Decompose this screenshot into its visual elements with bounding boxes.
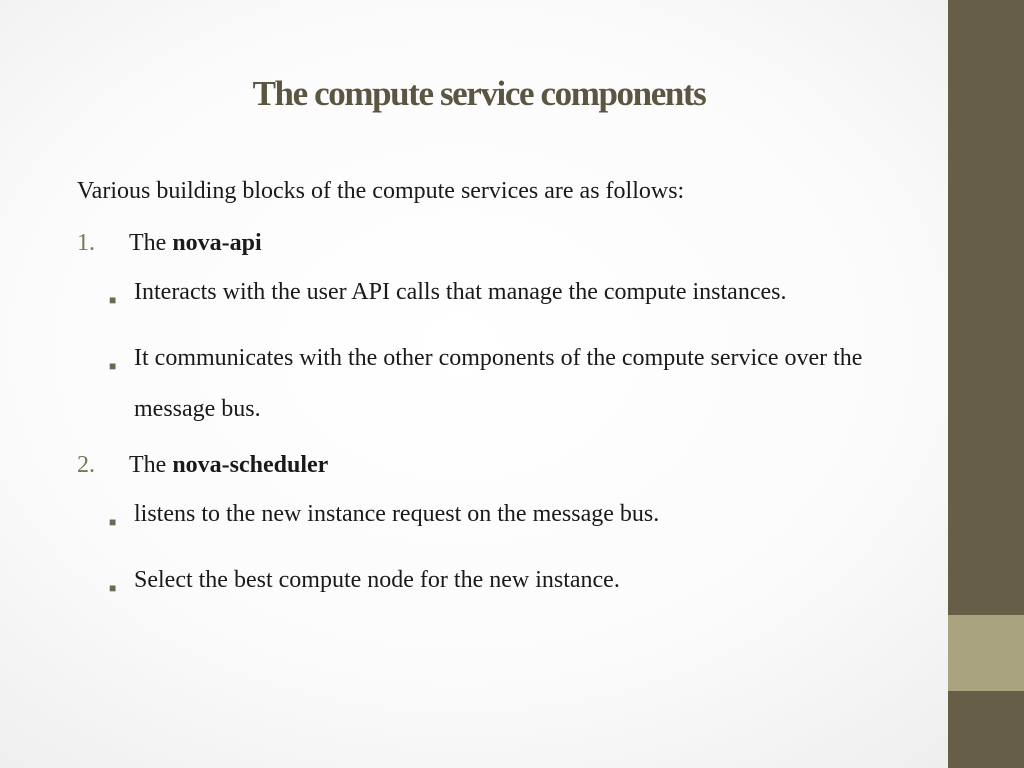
- intro-text: Various building blocks of the compute services are as follows:: [77, 178, 685, 204]
- item-heading: [129, 228, 262, 259]
- square-bullet-icon: ■: [109, 581, 117, 595]
- bullet-item: [109, 565, 937, 616]
- item-prefix: The: [129, 452, 173, 478]
- bullet-item: [109, 499, 937, 550]
- numbered-item-nova-api: [77, 228, 937, 259]
- item-number: 2.: [77, 452, 95, 478]
- slide-title: The compute service components: [252, 74, 706, 113]
- item-prefix: The: [129, 230, 173, 256]
- bullet-text: It communicates with the other components of the compute service over the message bus.: [134, 345, 863, 422]
- numbered-item-nova-scheduler: [77, 450, 937, 481]
- slide-content: [77, 176, 937, 631]
- bullet-text: Select the best compute node for the new instance.: [134, 567, 620, 593]
- square-bullet-icon: ■: [109, 515, 117, 529]
- bullet-text: Interacts with the user API calls that manage the compute instances.: [134, 279, 787, 305]
- bullet-item: [109, 277, 937, 328]
- component-name: nova-scheduler: [172, 452, 329, 478]
- square-bullet-icon: ■: [109, 359, 117, 373]
- square-bullet-icon: ■: [109, 293, 117, 307]
- bullet-text: listens to the new instance request on the message bus.: [134, 501, 660, 527]
- component-name: nova-api: [172, 230, 262, 256]
- bullet-item: [109, 343, 937, 435]
- item-number: 1.: [77, 230, 95, 256]
- item-heading: [129, 450, 328, 481]
- sidebar-accent-block: [948, 615, 1024, 691]
